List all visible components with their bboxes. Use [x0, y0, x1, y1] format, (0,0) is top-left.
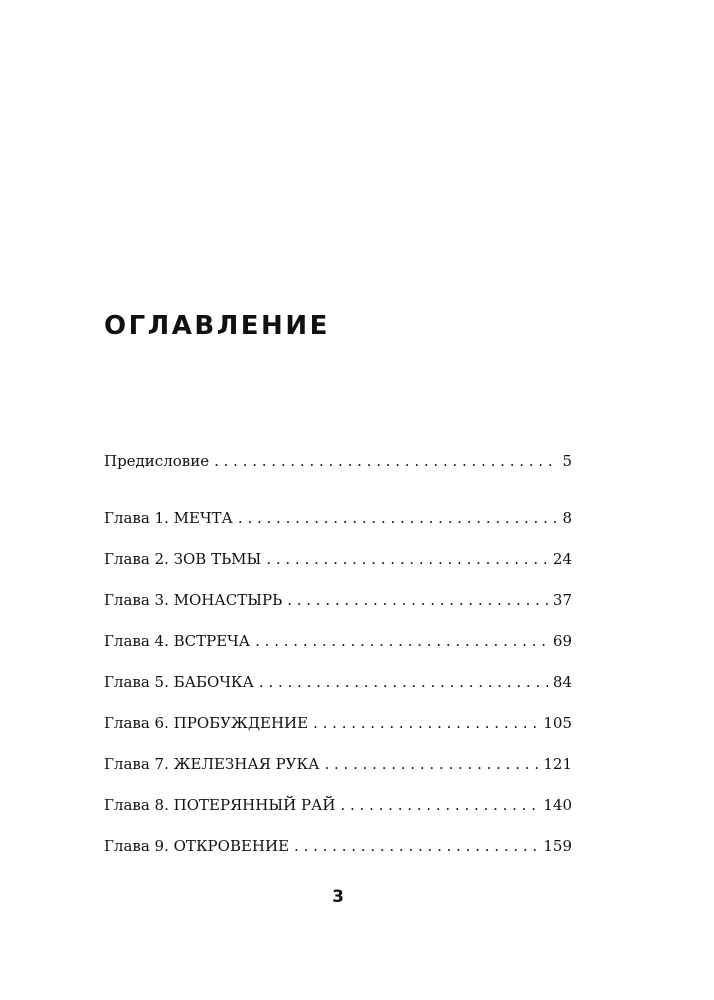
toc-entry-label: Глава 9. ОТКРОВЕНИЕ	[104, 837, 290, 855]
toc-entry-page: 24	[552, 550, 572, 568]
toc-entry-label: Глава 5. БАБОЧКА	[104, 673, 254, 691]
dot-leader	[238, 509, 558, 527]
toc-entry-page: 5	[562, 452, 572, 470]
dot-leader	[294, 837, 538, 855]
dot-leader	[255, 632, 548, 650]
toc-entry[interactable]	[104, 452, 572, 509]
toc-entry-label: Глава 4. ВСТРЕЧА	[104, 632, 251, 650]
toc-entry[interactable]	[104, 755, 572, 796]
toc-entry-page: 69	[552, 632, 572, 650]
dot-leader	[313, 714, 538, 732]
toc-title: ОГЛАВЛЕНИЕ	[104, 311, 330, 341]
dot-leader	[287, 591, 548, 609]
dot-leader	[266, 550, 548, 568]
toc-entry-page: 121	[543, 755, 572, 773]
toc-entry-page: 140	[543, 796, 572, 814]
toc-entry[interactable]	[104, 632, 572, 673]
toc-entry[interactable]	[104, 837, 572, 878]
toc-entry-page: 37	[552, 591, 572, 609]
toc-entry-label: Глава 7. ЖЕЛЕЗНАЯ РУКА	[104, 755, 320, 773]
toc-entry-page: 8	[562, 509, 572, 527]
toc-entry[interactable]	[104, 550, 572, 591]
toc-entry-label: Глава 2. ЗОВ ТЬМЫ	[104, 550, 262, 568]
toc-entry-page: 105	[543, 714, 572, 732]
toc-entry-label: Предисловие	[104, 452, 210, 470]
toc-entry[interactable]	[104, 591, 572, 632]
dot-leader	[259, 673, 548, 691]
table-of-contents	[104, 452, 572, 878]
toc-entry-label: Глава 1. МЕЧТА	[104, 509, 233, 527]
toc-entry-label: Глава 3. МОНАСТЫРЬ	[104, 591, 283, 609]
page-number: 3	[332, 887, 344, 907]
toc-entry-label: Глава 6. ПРОБУЖДЕНИЕ	[104, 714, 309, 732]
dot-leader	[214, 452, 557, 470]
dot-leader	[324, 755, 538, 773]
toc-entry[interactable]	[104, 796, 572, 837]
toc-entry-label: Глава 8. ПОТЕРЯННЫЙ РАЙ	[104, 796, 336, 814]
toc-entry[interactable]	[104, 509, 572, 550]
toc-entry-page: 159	[543, 837, 572, 855]
toc-entry[interactable]	[104, 714, 572, 755]
dot-leader	[340, 796, 538, 814]
toc-entry-page: 84	[552, 673, 572, 691]
toc-entry[interactable]	[104, 673, 572, 714]
